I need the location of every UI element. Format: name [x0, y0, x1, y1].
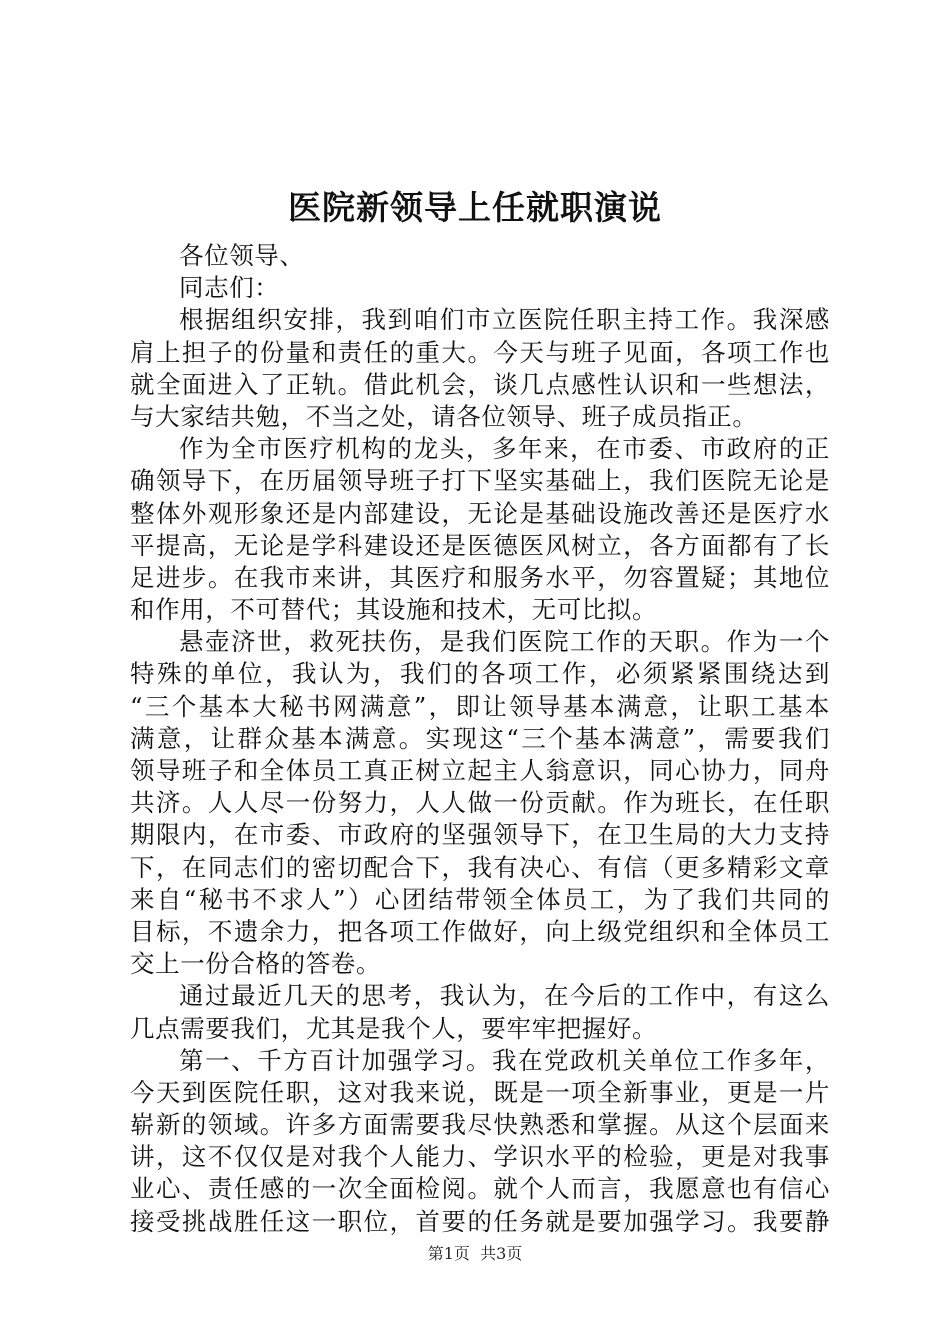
text-line: 根据组织安排，我到咱们市立医院任职主持工作。我深感	[179, 305, 830, 335]
document-body	[130, 240, 830, 1238]
text-line: 作为全市医疗机构的龙头，多年来，在市委、市政府的正	[179, 434, 830, 464]
text-line: 平提高，无论是学科建设还是医德医风树立，各方面都有了长	[130, 530, 830, 560]
text-line: 悬壶济世，救死扶伤，是我们医院工作的天职。作为一个	[179, 627, 830, 657]
text-line: 期限内，在市委、市政府的坚强领导下，在卫生局的大力支持	[130, 820, 830, 850]
text-line: 几点需要我们，尤其是我个人，要牢牢把握好。	[130, 1013, 658, 1043]
text-line: 确领导下，在历届领导班子打下坚实基础上，我们医院无论是	[130, 466, 830, 496]
text-line: 就全面进入了正轨。借此机会，谈几点感性认识和一些想法，	[130, 369, 830, 399]
text-line: 共济。人人尽一份努力，人人做一份贡献。作为班长，在任职	[130, 788, 830, 818]
paragraph-lines	[130, 304, 830, 1237]
page-footer	[0, 1243, 950, 1265]
page-unit: 页	[453, 1244, 470, 1263]
text-line: 满意，让群众基本满意。实现这“三个基本满意”，需要我们	[130, 723, 830, 753]
text-line: 崭新的领域。许多方面需要我尽快熟悉和掌握。从这个层面来	[130, 1110, 830, 1140]
text-line: 与大家结共勉，不当之处，请各位领导、班子成员指正。	[130, 401, 758, 431]
total-pages: 3	[496, 1244, 507, 1263]
document-title: 医院新领导上任就职演说	[288, 188, 662, 227]
text-line: “三个基本大秘书网满意”，即让领导基本满意，让职工基本	[130, 691, 830, 721]
text-line: 业心、责任感的一次全面检阅。就个人而言，我愿意也有信心	[130, 1174, 830, 1204]
text-line: 和作用，不可替代；其设施和技术，无可比拟。	[130, 595, 658, 625]
text-line: 第一、千方百计加强学习。我在党政机关单位工作多年，	[179, 1045, 830, 1075]
text-line: 目标，不遗余力，把各项工作做好，向上级党组织和全体员工	[130, 916, 830, 946]
text-line: 通过最近几天的思考，我认为，在今后的工作中，有这么	[179, 981, 830, 1011]
text-line: 特殊的单位，我认为，我们的各项工作，必须紧紧围绕达到	[130, 659, 830, 689]
text-line: 领导班子和全体员工真正树立起主人翁意识，同心协力，同舟	[130, 756, 830, 785]
greeting-line-1: 各位领导、	[179, 241, 305, 270]
text-line: 整体外观形象还是内部建设，无论是基础设施改善还是医疗水	[130, 498, 830, 528]
text-line: 交上一份合格的答卷。	[130, 949, 381, 979]
page-label: 第	[427, 1244, 444, 1263]
text-line: 来自“秘书不求人”）心团结带领全体员工，为了我们共同的	[130, 884, 830, 914]
text-line: 讲，这不仅仅是对我个人能力、学识水平的检验，更是对我事	[130, 1142, 830, 1172]
text-line: 肩上担子的份量和责任的重大。今天与班子见面，各项工作也	[130, 337, 830, 367]
greeting-line-2: 同志们：	[179, 273, 280, 303]
total-label: 共	[480, 1244, 497, 1263]
text-line: 下，在同志们的密切配合下，我有决心、有信（更多精彩文章	[130, 852, 830, 882]
text-line: 接受挑战胜任这一职位，首要的任务就是要加强学习。我要静	[130, 1206, 830, 1236]
text-line: 今天到医院任职，这对我来说，既是一项全新事业，更是一片	[130, 1077, 830, 1107]
total-unit: 页	[506, 1244, 523, 1263]
page-number: 1	[443, 1244, 454, 1263]
text-line: 足进步。在我市来讲，其医疗和服务水平，勿容置疑；其地位	[130, 562, 830, 592]
